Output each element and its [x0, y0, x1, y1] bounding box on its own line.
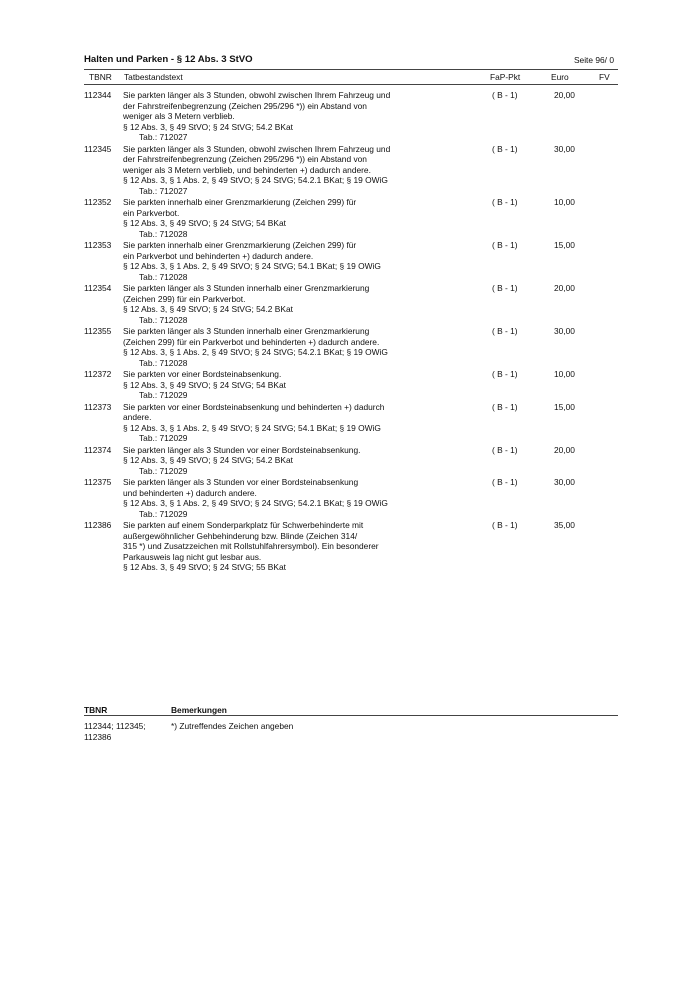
tab-reference: Tab.: 712028 — [139, 357, 188, 368]
col-header-euro: Euro — [551, 72, 569, 82]
description-line: (Zeichen 299) für ein Parkverbot. — [123, 293, 246, 304]
description-line: § 12 Abs. 3, § 49 StVO; § 24 StVG; 54.2 BKat — [123, 304, 293, 314]
table-row — [84, 144, 618, 197]
description-line: § 12 Abs. 3, § 49 StVO; § 24 StVG; 54.2 BKat — [123, 121, 293, 132]
fap-points-cell: ( B - 1) — [492, 143, 518, 154]
description-cell — [123, 520, 443, 573]
euro-amount-cell: 20,00 — [554, 283, 575, 293]
description-cell — [123, 144, 443, 197]
document-title: Halten und Parken - § 12 Abs. 3 StVO — [84, 54, 253, 65]
table-row — [84, 197, 618, 239]
tbnr-cell: 112386 — [84, 520, 112, 530]
euro-amount-cell: 30,00 — [554, 326, 575, 336]
description-line: § 12 Abs. 3, § 49 StVO; § 24 StVG; 54.2 BKat — [123, 455, 293, 465]
table-row — [84, 445, 618, 477]
fap-points-cell: ( B - 1) — [492, 401, 518, 412]
table-row — [84, 90, 618, 143]
euro-amount-cell: 15,00 — [554, 401, 575, 412]
description-cell — [123, 369, 443, 401]
description-line: Sie parkten länger als 3 Stunden, obwohl zwischen Ihrem Fahrzeug und — [123, 143, 391, 154]
col-header-text: Tatbestandstext — [124, 72, 183, 82]
description-line: Sie parkten länger als 3 Stunden vor einer Bordsteinabsenkung — [123, 477, 359, 487]
description-line: Parkausweis lag nicht gut lesbar aus. — [123, 551, 262, 562]
col-header-fap: FaP-Pkt — [490, 72, 521, 82]
fap-points-cell: ( B - 1) — [492, 477, 518, 487]
table-row — [84, 240, 618, 282]
fap-points-cell: ( B - 1) — [492, 520, 518, 530]
table-row — [84, 520, 618, 573]
description-line: Sie parkten vor einer Bordsteinabsenkung. — [123, 369, 282, 379]
description-line: Sie parkten innerhalb einer Grenzmarkierung (Zeichen 299) für — [123, 197, 357, 207]
description-cell — [123, 197, 443, 239]
description-cell — [123, 445, 443, 477]
description-line: der Fahrstreifenbegrenzung (Zeichen 295/296 *)) ein Abstand von — [123, 154, 367, 164]
tab-reference: Tab.: 712027 — [139, 185, 188, 196]
description-cell — [123, 283, 443, 325]
tbnr-cell: 112354 — [84, 283, 112, 293]
table-row — [84, 326, 618, 368]
description-cell — [123, 402, 443, 444]
euro-amount-cell: 30,00 — [554, 143, 575, 154]
description-line: § 12 Abs. 3, § 49 StVO; § 24 StVG; 55 BKat — [123, 562, 286, 572]
tab-reference: Tab.: 712028 — [139, 271, 188, 282]
euro-amount-cell: 30,00 — [554, 477, 575, 487]
euro-amount-cell: 10,00 — [554, 197, 575, 207]
description-line: § 12 Abs. 3, § 1 Abs. 2, § 49 StVO; § 24 StVG; 54.2.1 BKat; § 19 OWiG — [123, 498, 388, 508]
remarks-tbnr: 112344; 112345; 112386 — [84, 721, 146, 742]
description-line: Sie parkten länger als 3 Stunden innerhalb einer Grenzmarkierung — [123, 283, 370, 293]
table-row — [84, 402, 618, 444]
fap-points-cell: ( B - 1) — [492, 283, 518, 293]
remarks-header-tbnr: TBNR — [84, 705, 108, 715]
tab-reference: Tab.: 712029 — [139, 390, 188, 400]
description-line: und behinderten +) dadurch andere. — [123, 487, 257, 498]
description-line: 315 *) und Zusatzzeichen mit Rollstuhlfahrersymbol). Ein besonderer — [123, 541, 379, 551]
description-line: ein Parkverbot und behinderten +) dadurch andere. — [123, 250, 314, 261]
euro-amount-cell: 20,00 — [554, 90, 575, 100]
tab-reference: Tab.: 712028 — [139, 314, 188, 325]
description-line: § 12 Abs. 3, § 49 StVO; § 24 StVG; 54 BKat — [123, 218, 286, 228]
page-header — [84, 54, 616, 68]
tbnr-cell: 112344 — [84, 90, 112, 100]
description-line: außergewöhnlicher Gehbehinderung bzw. Blinde (Zeichen 314/ — [123, 530, 358, 541]
remarks-text: *) Zutreffendes Zeichen angeben — [171, 721, 294, 731]
tbnr-cell: 112372 — [84, 369, 112, 379]
tab-reference: Tab.: 712028 — [139, 228, 188, 239]
tab-reference: Tab.: 712029 — [139, 433, 188, 443]
description-cell — [123, 240, 443, 282]
table-row — [84, 369, 618, 401]
fap-points-cell: ( B - 1) — [492, 444, 518, 455]
euro-amount-cell: 35,00 — [554, 520, 575, 530]
fap-points-cell: ( B - 1) — [492, 240, 518, 250]
description-line: andere. — [123, 412, 152, 422]
description-line: § 12 Abs. 3, § 1 Abs. 2, § 49 StVO; § 24 StVG; 54.2.1 BKat; § 19 OWiG — [123, 175, 388, 185]
description-cell — [123, 326, 443, 368]
tbnr-cell: 112353 — [84, 240, 112, 250]
euro-amount-cell: 10,00 — [554, 369, 575, 379]
col-header-fv: FV — [599, 72, 610, 82]
description-cell — [123, 477, 443, 519]
description-line: Sie parkten länger als 3 Stunden vor einer Bordsteinabsenkung. — [123, 444, 361, 455]
tab-reference: Tab.: 712029 — [139, 508, 188, 519]
description-line: Sie parkten länger als 3 Stunden innerhalb einer Grenzmarkierung — [123, 326, 370, 336]
description-line: der Fahrstreifenbegrenzung (Zeichen 295/296 *)) ein Abstand von — [123, 100, 367, 111]
tbnr-cell: 112345 — [84, 143, 112, 154]
tbnr-cell: 112375 — [84, 477, 112, 487]
table-row — [84, 477, 618, 519]
page-number: Seite 96/ 0 — [573, 55, 614, 65]
description-line: Sie parkten auf einem Sonderparkplatz für Schwerbehinderte mit — [123, 520, 364, 530]
fap-points-cell: ( B - 1) — [492, 326, 518, 336]
remarks-rule — [84, 715, 618, 716]
description-line: § 12 Abs. 3, § 49 StVO; § 24 StVG; 54 BKat — [123, 379, 286, 390]
description-line: ein Parkverbot. — [123, 207, 180, 218]
fap-points-cell: ( B - 1) — [492, 369, 518, 379]
tbnr-cell: 112374 — [84, 444, 112, 455]
description-line: Sie parkten länger als 3 Stunden, obwohl zwischen Ihrem Fahrzeug und — [123, 90, 391, 100]
description-line: § 12 Abs. 3, § 1 Abs. 2, § 49 StVO; § 24 StVG; 54.2.1 BKat; § 19 OWiG — [123, 347, 388, 357]
description-line: weniger als 3 Metern verblieb, und behinderten +) dadurch andere. — [123, 164, 371, 175]
header-rule-top — [84, 69, 618, 70]
tbnr-cell: 112352 — [84, 197, 112, 207]
fap-points-cell: ( B - 1) — [492, 90, 518, 100]
description-line: Sie parkten vor einer Bordsteinabsenkung und behinderten +) dadurch — [123, 401, 385, 412]
description-line: Sie parkten innerhalb einer Grenzmarkierung (Zeichen 299) für — [123, 240, 357, 250]
description-line: weniger als 3 Metern verblieb. — [123, 111, 235, 121]
description-line: § 12 Abs. 3, § 1 Abs. 2, § 49 StVO; § 24 StVG; 54.1 BKat; § 19 OWiG — [123, 261, 381, 271]
tbnr-cell: 112373 — [84, 401, 112, 412]
entry-list — [84, 90, 618, 574]
tab-reference: Tab.: 712029 — [139, 465, 188, 476]
description-line: § 12 Abs. 3, § 1 Abs. 2, § 49 StVO; § 24 StVG; 54.1 BKat; § 19 OWiG — [123, 422, 381, 433]
header-rule-bottom — [84, 84, 618, 85]
remarks-header-label: Bemerkungen — [171, 705, 227, 715]
tbnr-cell: 112355 — [84, 326, 112, 336]
tab-reference: Tab.: 712027 — [139, 132, 188, 142]
description-line: (Zeichen 299) für ein Parkverbot und behinderten +) dadurch andere. — [123, 336, 380, 347]
description-cell — [123, 90, 443, 143]
euro-amount-cell: 15,00 — [554, 240, 575, 250]
col-header-tbnr: TBNR — [89, 72, 112, 82]
euro-amount-cell: 20,00 — [554, 444, 575, 455]
table-row — [84, 283, 618, 325]
fap-points-cell: ( B - 1) — [492, 197, 518, 207]
